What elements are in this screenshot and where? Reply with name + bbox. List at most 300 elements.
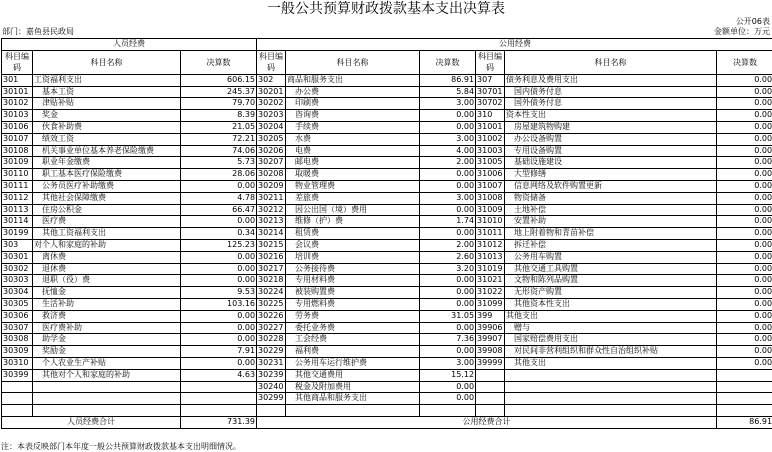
personnel-amount-cell: 0.00 <box>181 357 257 369</box>
personnel-amount-cell: 103.16 <box>181 298 257 310</box>
public-goods-name-cell: 办公费 <box>286 86 420 98</box>
public-goods-code-cell: 30225 <box>257 298 286 310</box>
public-goods-code-cell: 30212 <box>257 204 286 216</box>
personnel-code-cell: 30110 <box>2 169 33 181</box>
table-row <box>2 133 772 145</box>
public-goods-code-cell: 30227 <box>257 322 286 334</box>
personnel-name-cell: 救济费 <box>33 310 181 322</box>
personnel-code-cell: 301 <box>2 74 33 86</box>
personnel-name-cell: 基本工资 <box>33 86 181 98</box>
personnel-amount-cell: 66.47 <box>181 204 257 216</box>
public-capital-amount-cell: 0.00 <box>717 98 772 110</box>
public-capital-code-cell: 307 <box>476 74 505 86</box>
public-goods-name-cell: 委托业务费 <box>286 322 420 334</box>
public-goods-amount-cell: 31.05 <box>420 310 476 322</box>
personnel-code-cell: 30302 <box>2 263 33 275</box>
public-capital-code-cell: 39999 <box>476 357 505 369</box>
public-capital-amount-cell: 0.00 <box>717 346 772 358</box>
table-row <box>2 98 772 110</box>
col-header-code: 科目编码 <box>2 50 33 74</box>
public-goods-code-cell: 30202 <box>257 98 286 110</box>
public-capital-code-cell: 31008 <box>476 192 505 204</box>
public-capital-code-cell: 31021 <box>476 275 505 287</box>
public-goods-name-cell: 其他交通费用 <box>286 369 420 381</box>
public-capital-code-cell: 31010 <box>476 216 505 228</box>
personnel-amount-cell: 4.78 <box>181 192 257 204</box>
public-goods-name-cell: 公务接待费 <box>286 263 420 275</box>
public-capital-name-cell: 拆迁补偿 <box>505 239 717 251</box>
public-capital-amount-cell: 0.00 <box>717 204 772 216</box>
public-goods-amount-cell: 3.00 <box>420 357 476 369</box>
public-goods-amount-cell: 0.00 <box>420 275 476 287</box>
public-capital-name-cell: 房屋建筑物购建 <box>505 121 717 133</box>
personnel-code-cell <box>2 393 33 405</box>
public-goods-amount-cell: 0.00 <box>420 287 476 299</box>
personnel-name-cell: 离休费 <box>33 251 181 263</box>
public-goods-name-cell: 劳务费 <box>286 310 420 322</box>
personnel-name-cell: 公务员医疗补助缴费 <box>33 180 181 192</box>
public-goods-amount-cell: 0.00 <box>420 204 476 216</box>
table-row <box>2 298 772 310</box>
personnel-name-cell: 医疗费补助 <box>33 322 181 334</box>
personnel-amount-cell: 125.23 <box>181 239 257 251</box>
table-row <box>2 110 772 122</box>
public-goods-name-cell: 取暖费 <box>286 169 420 181</box>
public-capital-code-cell: 399 <box>476 310 505 322</box>
public-goods-name-cell: 会议费 <box>286 239 420 251</box>
personnel-name-cell <box>33 393 181 405</box>
personnel-code-cell: 30310 <box>2 357 33 369</box>
public-capital-amount-cell: 0.00 <box>717 157 772 169</box>
public-goods-amount-cell: 3.00 <box>420 98 476 110</box>
public-capital-amount-cell: 0.00 <box>717 121 772 133</box>
personnel-code-cell: 30305 <box>2 298 33 310</box>
public-capital-name-cell: 赠与 <box>505 322 717 334</box>
personnel-amount-cell: 5.73 <box>181 157 257 169</box>
public-goods-amount-cell: 4.00 <box>420 145 476 157</box>
public-goods-name-cell <box>286 405 420 417</box>
personnel-name-cell: 对个人和家庭的补助 <box>33 239 181 251</box>
public-goods-amount-cell: 15.12 <box>420 369 476 381</box>
public-capital-name-cell: 国外债务付息 <box>505 98 717 110</box>
table-row <box>2 263 772 275</box>
public-capital-code-cell: 31003 <box>476 145 505 157</box>
public-capital-amount-cell: 0.00 <box>717 192 772 204</box>
public-capital-amount-cell: 0.00 <box>717 145 772 157</box>
personnel-name-cell: 退职（役）费 <box>33 275 181 287</box>
table-row <box>2 310 772 322</box>
public-capital-name-cell: 安置补助 <box>505 216 717 228</box>
table-row <box>2 405 772 417</box>
public-capital-amount-cell: 0.00 <box>717 133 772 145</box>
personnel-code-cell <box>2 381 33 393</box>
public-goods-amount-cell: 0.00 <box>420 110 476 122</box>
public-capital-amount-cell: 0.00 <box>717 287 772 299</box>
public-goods-code-cell: 30205 <box>257 133 286 145</box>
public-capital-name-cell: 其他支出 <box>505 357 717 369</box>
public-goods-name-cell: 福利费 <box>286 346 420 358</box>
public-goods-name-cell: 租赁费 <box>286 228 420 240</box>
personnel-name-cell: 退休费 <box>33 263 181 275</box>
table-row <box>2 334 772 346</box>
public-goods-name-cell: 因公出国（境）费用 <box>286 204 420 216</box>
public-capital-name-cell: 信息网络及软件购置更新 <box>505 180 717 192</box>
personnel-name-cell: 伙食补助费 <box>33 121 181 133</box>
public-goods-code-cell: 30217 <box>257 263 286 275</box>
personnel-name-cell: 生活补助 <box>33 298 181 310</box>
col-header-amount: 决算数 <box>420 50 476 74</box>
personnel-code-cell: 30309 <box>2 346 33 358</box>
personnel-amount-cell: 0.00 <box>181 251 257 263</box>
public-goods-amount-cell: 0.00 <box>420 298 476 310</box>
personnel-section-header: 人员经费 <box>2 39 257 51</box>
personnel-code-cell: 30113 <box>2 204 33 216</box>
public-goods-code-cell: 30218 <box>257 275 286 287</box>
personnel-name-cell: 机关事业单位基本养老保险缴费 <box>33 145 181 157</box>
public-capital-code-cell: 31006 <box>476 169 505 181</box>
public-capital-code-cell: 30702 <box>476 98 505 110</box>
public-goods-code-cell: 30203 <box>257 110 286 122</box>
public-goods-code-cell: 30299 <box>257 393 286 405</box>
personnel-name-cell <box>33 405 181 417</box>
personnel-code-cell: 30301 <box>2 251 33 263</box>
public-goods-amount-cell: 7.36 <box>420 334 476 346</box>
personnel-amount-cell: 4.63 <box>181 369 257 381</box>
public-capital-name-cell: 债务利息及费用支出 <box>505 74 717 86</box>
personnel-amount-cell: 0.00 <box>181 180 257 192</box>
public-goods-amount-cell: 0.00 <box>420 322 476 334</box>
public-goods-code-cell: 30224 <box>257 287 286 299</box>
public-goods-name-cell: 专用燃料费 <box>286 298 420 310</box>
personnel-code-cell: 30399 <box>2 369 33 381</box>
public-goods-code-cell: 302 <box>257 74 286 86</box>
personnel-name-cell <box>33 381 181 393</box>
personnel-amount-cell <box>181 393 257 405</box>
table-row <box>2 251 772 263</box>
public-capital-amount-cell: 0.00 <box>717 110 772 122</box>
public-goods-amount-cell: 2.00 <box>420 239 476 251</box>
public-capital-name-cell: 公务用车购置 <box>505 251 717 263</box>
table-row <box>2 275 772 287</box>
personnel-amount-cell: 21.05 <box>181 121 257 133</box>
public-goods-name-cell: 维修（护）费 <box>286 216 420 228</box>
col-header-amount: 决算数 <box>181 50 257 74</box>
public-goods-amount-cell <box>420 405 476 417</box>
table-row <box>2 381 772 393</box>
public-capital-code-cell <box>476 393 505 405</box>
personnel-amount-cell: 0.00 <box>181 322 257 334</box>
personnel-code-cell <box>2 405 33 417</box>
personnel-code-cell: 30107 <box>2 133 33 145</box>
public-capital-code-cell: 39907 <box>476 334 505 346</box>
public-section-header: 公用经费 <box>257 39 772 51</box>
personnel-code-cell: 30102 <box>2 98 33 110</box>
public-goods-amount-cell: 3.20 <box>420 263 476 275</box>
public-capital-code-cell: 39906 <box>476 322 505 334</box>
expenditure-table <box>1 38 772 429</box>
col-header-name: 科目名称 <box>286 50 420 74</box>
personnel-name-cell: 职业年金缴费 <box>33 157 181 169</box>
public-capital-code-cell <box>476 381 505 393</box>
table-row <box>2 145 772 157</box>
personnel-name-cell: 个人农业生产补贴 <box>33 357 181 369</box>
public-capital-code-cell: 39908 <box>476 346 505 358</box>
public-capital-name-cell: 土地补偿 <box>505 204 717 216</box>
public-capital-code-cell: 31012 <box>476 239 505 251</box>
public-capital-name-cell: 其他交通工具购置 <box>505 263 717 275</box>
public-capital-name-cell <box>505 369 717 381</box>
public-goods-code-cell: 30226 <box>257 310 286 322</box>
personnel-amount-cell: 79.70 <box>181 98 257 110</box>
public-capital-name-cell: 地上附着物和青苗补偿 <box>505 228 717 240</box>
col-header-amount: 决算数 <box>717 50 772 74</box>
public-capital-amount-cell: 0.00 <box>717 180 772 192</box>
public-goods-amount-cell: 0.00 <box>420 393 476 405</box>
public-goods-amount-cell: 0.00 <box>420 381 476 393</box>
public-capital-name-cell: 国家赔偿费用支出 <box>505 334 717 346</box>
personnel-amount-cell: 0.00 <box>181 263 257 275</box>
public-capital-amount-cell: 0.00 <box>717 239 772 251</box>
col-header-code: 科目编码 <box>257 50 286 74</box>
public-capital-amount-cell: 0.00 <box>717 169 772 181</box>
public-goods-name-cell: 差旅费 <box>286 192 420 204</box>
table-row <box>2 169 772 181</box>
personnel-code-cell: 30106 <box>2 121 33 133</box>
personnel-code-cell: 30108 <box>2 145 33 157</box>
personnel-code-cell: 30304 <box>2 287 33 299</box>
report-title: 一般公共预算财政拨款基本支出决算表 <box>267 1 505 17</box>
personnel-code-cell: 30114 <box>2 216 33 228</box>
personnel-code-cell: 30109 <box>2 157 33 169</box>
public-goods-amount-cell: 3.00 <box>420 133 476 145</box>
personnel-name-cell: 奖金 <box>33 110 181 122</box>
personnel-amount-cell: 0.00 <box>181 334 257 346</box>
col-header-code: 科目编码 <box>476 50 505 74</box>
public-capital-code-cell: 31011 <box>476 228 505 240</box>
public-capital-code-cell <box>476 369 505 381</box>
public-capital-name-cell: 对民间非营利组织和群众性自治组织补贴 <box>505 346 717 358</box>
public-capital-amount-cell <box>717 369 772 381</box>
department-label: 部门：嘉鱼县民政局 <box>2 27 74 36</box>
table-row <box>2 346 772 358</box>
public-goods-code-cell: 30201 <box>257 86 286 98</box>
public-capital-code-cell: 31013 <box>476 251 505 263</box>
public-goods-amount-cell: 2.00 <box>420 157 476 169</box>
personnel-code-cell: 30112 <box>2 192 33 204</box>
public-capital-name-cell: 无形资产购置 <box>505 287 717 299</box>
public-goods-code-cell: 30214 <box>257 228 286 240</box>
public-capital-amount-cell: 0.00 <box>717 86 772 98</box>
table-row <box>2 204 772 216</box>
public-capital-amount-cell: 0.00 <box>717 228 772 240</box>
personnel-amount-cell <box>181 405 257 417</box>
table-row <box>2 239 772 251</box>
public-capital-name-cell: 资本性支出 <box>505 110 717 122</box>
public-goods-code-cell: 30216 <box>257 251 286 263</box>
public-goods-code-cell: 30239 <box>257 369 286 381</box>
table-row <box>2 369 772 381</box>
public-capital-code-cell: 31005 <box>476 157 505 169</box>
personnel-name-cell: 助学金 <box>33 334 181 346</box>
public-goods-code-cell: 30206 <box>257 145 286 157</box>
personnel-name-cell: 医疗费 <box>33 216 181 228</box>
form-number: 公开06表 <box>735 17 770 26</box>
public-capital-amount-cell <box>717 393 772 405</box>
table-row <box>2 74 772 86</box>
public-capital-code-cell: 31019 <box>476 263 505 275</box>
public-goods-amount-cell: 0.00 <box>420 346 476 358</box>
public-goods-name-cell: 电费 <box>286 145 420 157</box>
public-total-label: 公用经费合计 <box>257 416 717 428</box>
public-goods-name-cell: 物业管理费 <box>286 180 420 192</box>
public-capital-amount-cell: 0.00 <box>717 251 772 263</box>
personnel-amount-cell: 245.37 <box>181 86 257 98</box>
personnel-name-cell: 职工基本医疗保险缴费 <box>33 169 181 181</box>
col-header-name: 科目名称 <box>505 50 717 74</box>
col-header-name: 科目名称 <box>33 50 181 74</box>
table-row <box>2 180 772 192</box>
unit-label: 金额单位：万元 <box>714 27 770 36</box>
public-goods-name-cell: 商品和服务支出 <box>286 74 420 86</box>
public-capital-name-cell <box>505 405 717 417</box>
personnel-amount-cell: 74.06 <box>181 145 257 157</box>
public-goods-amount-cell: 0.00 <box>420 180 476 192</box>
public-goods-amount-cell: 3.00 <box>420 192 476 204</box>
public-goods-name-cell: 专用材料费 <box>286 275 420 287</box>
personnel-name-cell: 绩效工资 <box>33 133 181 145</box>
public-goods-code-cell: 30231 <box>257 357 286 369</box>
personnel-name-cell: 其他工资福利支出 <box>33 228 181 240</box>
public-goods-code-cell: 30215 <box>257 239 286 251</box>
public-goods-code-cell: 30240 <box>257 381 286 393</box>
personnel-code-cell: 30306 <box>2 310 33 322</box>
table-row <box>2 86 772 98</box>
public-capital-name-cell: 文物和陈列品购置 <box>505 275 717 287</box>
personnel-total-value: 731.39 <box>181 416 257 428</box>
section-header-row <box>2 39 772 51</box>
public-capital-code-cell: 31002 <box>476 133 505 145</box>
public-goods-code-cell: 30204 <box>257 121 286 133</box>
personnel-amount-cell: 606.15 <box>181 74 257 86</box>
personnel-amount-cell: 0.00 <box>181 216 257 228</box>
public-goods-name-cell: 工会经费 <box>286 334 420 346</box>
public-capital-name-cell: 办公设备购置 <box>505 133 717 145</box>
personnel-name-cell: 住房公积金 <box>33 204 181 216</box>
public-capital-amount-cell <box>717 405 772 417</box>
personnel-amount-cell: 8.39 <box>181 110 257 122</box>
personnel-name-cell: 其他对个人和家庭的补助 <box>33 369 181 381</box>
public-capital-amount-cell: 0.00 <box>717 275 772 287</box>
public-goods-code-cell: 30228 <box>257 334 286 346</box>
public-capital-name-cell: 基础设施建设 <box>505 157 717 169</box>
public-goods-code-cell <box>257 405 286 417</box>
public-capital-name-cell: 其他支出 <box>505 310 717 322</box>
public-capital-code-cell: 31022 <box>476 287 505 299</box>
personnel-total-label: 人员经费合计 <box>2 416 181 428</box>
public-capital-code-cell: 31001 <box>476 121 505 133</box>
public-capital-amount-cell: 0.00 <box>717 357 772 369</box>
public-goods-name-cell: 其他商品和服务支出 <box>286 393 420 405</box>
public-goods-amount-cell: 0.00 <box>420 228 476 240</box>
public-goods-name-cell: 邮电费 <box>286 157 420 169</box>
table-row <box>2 192 772 204</box>
public-goods-amount-cell: 1.74 <box>420 216 476 228</box>
public-goods-name-cell: 被装购置费 <box>286 287 420 299</box>
public-capital-name-cell <box>505 381 717 393</box>
personnel-code-cell: 303 <box>2 239 33 251</box>
personnel-name-cell: 抚恤金 <box>33 287 181 299</box>
personnel-name-cell: 津贴补贴 <box>33 98 181 110</box>
personnel-code-cell: 30103 <box>2 110 33 122</box>
public-capital-code-cell: 310 <box>476 110 505 122</box>
table-row <box>2 121 772 133</box>
public-capital-code-cell <box>476 405 505 417</box>
personnel-name-cell: 奖励金 <box>33 346 181 358</box>
public-goods-code-cell: 30207 <box>257 157 286 169</box>
table-row <box>2 322 772 334</box>
personnel-amount-cell: 28.06 <box>181 169 257 181</box>
personnel-amount-cell: 0.00 <box>181 310 257 322</box>
public-capital-code-cell: 30701 <box>476 86 505 98</box>
public-capital-name-cell: 专用设备购置 <box>505 145 717 157</box>
personnel-amount-cell: 72.21 <box>181 133 257 145</box>
personnel-code-cell: 30303 <box>2 275 33 287</box>
personnel-amount-cell: 0.00 <box>181 275 257 287</box>
personnel-code-cell: 30101 <box>2 86 33 98</box>
public-goods-code-cell: 30229 <box>257 346 286 358</box>
public-capital-amount-cell: 0.00 <box>717 334 772 346</box>
public-goods-amount-cell: 2.60 <box>420 251 476 263</box>
personnel-name-cell: 其他社会保障缴费 <box>33 192 181 204</box>
personnel-amount-cell: 0.34 <box>181 228 257 240</box>
table-row <box>2 216 772 228</box>
table-row <box>2 287 772 299</box>
public-total-value: 86.91 <box>717 416 772 428</box>
table-row <box>2 357 772 369</box>
public-capital-amount-cell: 0.00 <box>717 263 772 275</box>
public-capital-name-cell: 大型修缮 <box>505 169 717 181</box>
public-goods-amount-cell: 0.00 <box>420 121 476 133</box>
public-goods-code-cell: 30209 <box>257 180 286 192</box>
table-row <box>2 228 772 240</box>
public-capital-name-cell: 国内债务付息 <box>505 86 717 98</box>
public-capital-amount-cell: 0.00 <box>717 216 772 228</box>
public-capital-code-cell: 31007 <box>476 180 505 192</box>
public-goods-name-cell: 税金及附加费用 <box>286 381 420 393</box>
public-capital-code-cell: 31099 <box>476 298 505 310</box>
public-goods-name-cell: 印刷费 <box>286 98 420 110</box>
public-goods-name-cell: 咨询费 <box>286 110 420 122</box>
public-capital-name-cell: 物资储备 <box>505 192 717 204</box>
personnel-name-cell: 工资福利支出 <box>33 74 181 86</box>
personnel-code-cell: 30308 <box>2 334 33 346</box>
public-goods-name-cell: 水费 <box>286 133 420 145</box>
public-goods-code-cell: 30213 <box>257 216 286 228</box>
public-capital-amount-cell: 0.00 <box>717 322 772 334</box>
column-header-row <box>2 50 772 74</box>
public-capital-amount-cell: 0.00 <box>717 298 772 310</box>
public-capital-name-cell <box>505 393 717 405</box>
personnel-code-cell: 30307 <box>2 322 33 334</box>
personnel-code-cell: 30199 <box>2 228 33 240</box>
public-capital-amount-cell: 0.00 <box>717 310 772 322</box>
personnel-amount-cell: 7.91 <box>181 346 257 358</box>
public-goods-amount-cell: 0.00 <box>420 169 476 181</box>
personnel-amount-cell <box>181 381 257 393</box>
public-goods-name-cell: 培训费 <box>286 251 420 263</box>
public-goods-code-cell: 30211 <box>257 192 286 204</box>
public-goods-name-cell: 手续费 <box>286 121 420 133</box>
